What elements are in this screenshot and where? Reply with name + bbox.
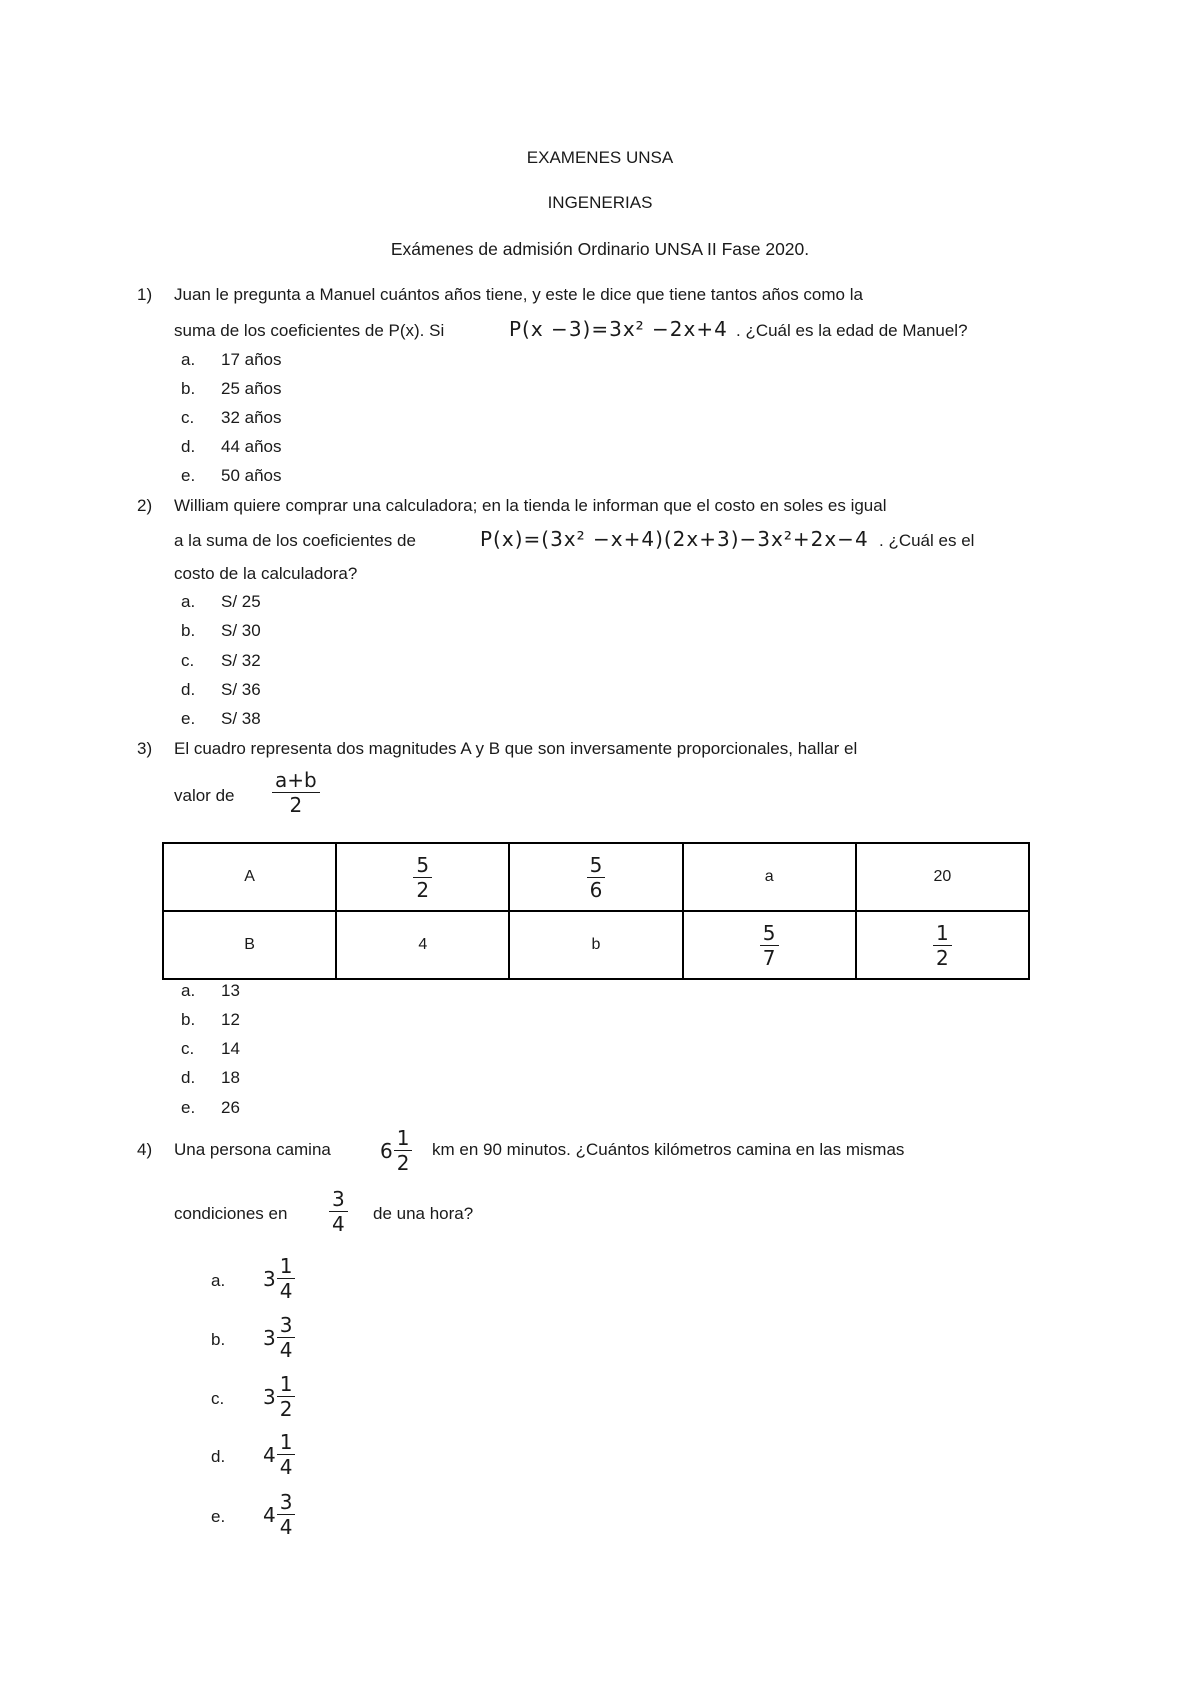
fraction-denominator: 4 — [279, 1279, 293, 1303]
fraction-numerator: 5 — [587, 853, 606, 878]
option-label: b. — [211, 1330, 226, 1350]
option-text: 26 — [221, 1098, 240, 1117]
fraction-denominator: 4 — [332, 1212, 345, 1236]
option-label: e. — [181, 1098, 196, 1117]
polynomial-formula: P(x −3)=3x² −2x+4 — [509, 317, 728, 341]
fraction-denominator: 7 — [762, 945, 776, 970]
polynomial-formula: P(x)=(3x² −x+4)(2x+3)−3x²+2x−4 — [480, 527, 869, 551]
fraction-denominator: 2 — [416, 877, 430, 902]
option-label: d. — [181, 680, 196, 699]
fraction-numerator: 1 — [277, 1372, 296, 1397]
option-label: c. — [211, 1389, 225, 1409]
question-text: Una persona camina — [174, 1140, 331, 1159]
option-b — [181, 379, 282, 399]
option-text: 44 años — [221, 437, 282, 456]
fraction-denominator: 6 — [589, 877, 603, 902]
fraction-numerator: 5 — [413, 853, 432, 878]
fraction-denominator: 2 — [936, 945, 949, 970]
fraction-denominator: 4 — [279, 1515, 293, 1539]
fraction-denominator: 2 — [289, 793, 303, 817]
option-text: S/ 36 — [221, 680, 261, 699]
question-number: 4) — [137, 1140, 153, 1159]
option-a — [181, 981, 240, 1001]
option-d — [181, 1068, 240, 1088]
option-text: 17 años — [221, 350, 282, 369]
option-text: 25 años — [221, 379, 282, 398]
fraction-numerator: a+b — [272, 768, 320, 793]
question-text: . ¿Cuál es la edad de Manuel? — [736, 321, 968, 340]
option-label: d. — [181, 437, 196, 456]
fraction-numerator: 3 — [277, 1490, 296, 1515]
option-text: 32 años — [221, 408, 282, 427]
option-e — [211, 1490, 295, 1539]
option-label: b. — [181, 1010, 196, 1029]
option-text: 14 — [221, 1039, 240, 1058]
option-d — [181, 680, 261, 700]
option-e — [181, 1098, 240, 1118]
option-text: S/ 38 — [221, 709, 261, 728]
fraction-numerator: 1 — [394, 1126, 413, 1151]
option-label: a. — [181, 592, 196, 611]
fraction-denominator: 4 — [279, 1455, 293, 1479]
option-e — [181, 466, 282, 486]
option-e — [181, 709, 261, 729]
fraction-numerator: 3 — [329, 1187, 348, 1212]
table-cell: a — [683, 843, 856, 911]
fraction-numerator: 5 — [760, 921, 779, 946]
option-text: S/ 32 — [221, 651, 261, 670]
mixed-whole: 3 — [263, 1266, 276, 1291]
option-d — [211, 1430, 295, 1479]
question-number: 1) — [137, 285, 153, 304]
question-text: suma de los coeficientes de P(x). Si — [174, 321, 445, 340]
table-cell — [336, 843, 509, 911]
fraction-numerator: 1 — [277, 1430, 296, 1455]
option-text: S/ 25 — [221, 592, 261, 611]
option-text: S/ 30 — [221, 621, 261, 640]
mixed-whole: 3 — [263, 1325, 276, 1350]
option-label: c. — [181, 408, 195, 427]
option-label: e. — [181, 709, 196, 728]
question-text: condiciones en — [174, 1204, 288, 1223]
question-text: valor de — [174, 786, 235, 805]
option-label: e. — [211, 1507, 226, 1527]
question-text: de una hora? — [373, 1204, 474, 1223]
option-label: a. — [211, 1271, 226, 1291]
option-label: d. — [181, 1068, 196, 1087]
option-a — [181, 350, 282, 370]
option-label: a. — [181, 350, 196, 369]
option-label: a. — [181, 981, 196, 1000]
table-cell — [509, 843, 682, 911]
fraction-denominator: 2 — [396, 1151, 410, 1175]
fraction-numerator: 3 — [277, 1313, 296, 1338]
option-text: 18 — [221, 1068, 240, 1087]
fraction-denominator: 2 — [279, 1397, 293, 1421]
mixed-whole: 3 — [263, 1384, 276, 1409]
fraction-expression — [329, 1187, 348, 1236]
table-cell: b — [509, 911, 682, 979]
option-a — [211, 1254, 295, 1303]
option-label: b. — [181, 379, 196, 398]
option-d — [181, 437, 282, 457]
fraction-numerator: 1 — [933, 921, 952, 946]
fraction-expression — [272, 768, 320, 817]
question-number: 3) — [137, 739, 153, 758]
question-number: 2) — [137, 496, 153, 515]
option-c — [181, 408, 282, 428]
option-label: c. — [181, 651, 195, 670]
question-text: El cuadro representa dos magnitudes A y B que son inversamente proporcionales, hallar el — [174, 739, 858, 758]
question-text: . ¿Cuál es el — [879, 531, 975, 550]
option-label: b. — [181, 621, 196, 640]
table-cell: B — [163, 911, 336, 979]
question-text: km en 90 minutos. ¿Cuántos kilómetros camina en las mismas — [432, 1140, 905, 1159]
question-text: Juan le pregunta a Manuel cuántos años tiene, y este le dice que tiene tantos años como la — [174, 285, 863, 304]
table-row — [163, 843, 1029, 911]
document-subtitle: INGENERIAS — [547, 193, 653, 212]
option-c — [211, 1372, 295, 1421]
table-cell — [856, 911, 1029, 979]
mixed-whole: 4 — [263, 1502, 276, 1527]
question-text: a la suma de los coeficientes de — [174, 531, 416, 550]
option-text: 50 años — [221, 466, 282, 485]
option-a — [181, 592, 261, 612]
exam-heading: Exámenes de admisión Ordinario UNSA II Fase 2020. — [390, 239, 810, 259]
fraction-denominator: 4 — [279, 1338, 293, 1362]
table-cell: 4 — [336, 911, 509, 979]
mixed-whole: 4 — [263, 1442, 276, 1467]
table-cell: A — [163, 843, 336, 911]
document-title: EXAMENES UNSA — [526, 148, 674, 167]
proportion-table — [162, 842, 1030, 980]
option-text: 13 — [221, 981, 240, 1000]
option-b — [211, 1313, 295, 1362]
fraction-numerator: 1 — [277, 1254, 296, 1279]
option-b — [181, 621, 261, 641]
option-b — [181, 1010, 240, 1030]
mixed-number — [380, 1126, 412, 1175]
option-label: e. — [181, 466, 196, 485]
table-cell — [683, 911, 856, 979]
table-cell: 20 — [856, 843, 1029, 911]
option-c — [181, 1039, 240, 1059]
option-text: 12 — [221, 1010, 240, 1029]
question-text: William quiere comprar una calculadora; en la tienda le informan que el costo en soles es igual — [174, 496, 887, 515]
option-c — [181, 651, 261, 671]
table-row — [163, 911, 1029, 979]
option-label: c. — [181, 1039, 195, 1058]
mixed-whole: 6 — [380, 1138, 393, 1163]
question-text: costo de la calculadora? — [174, 564, 358, 583]
option-label: d. — [211, 1447, 226, 1467]
